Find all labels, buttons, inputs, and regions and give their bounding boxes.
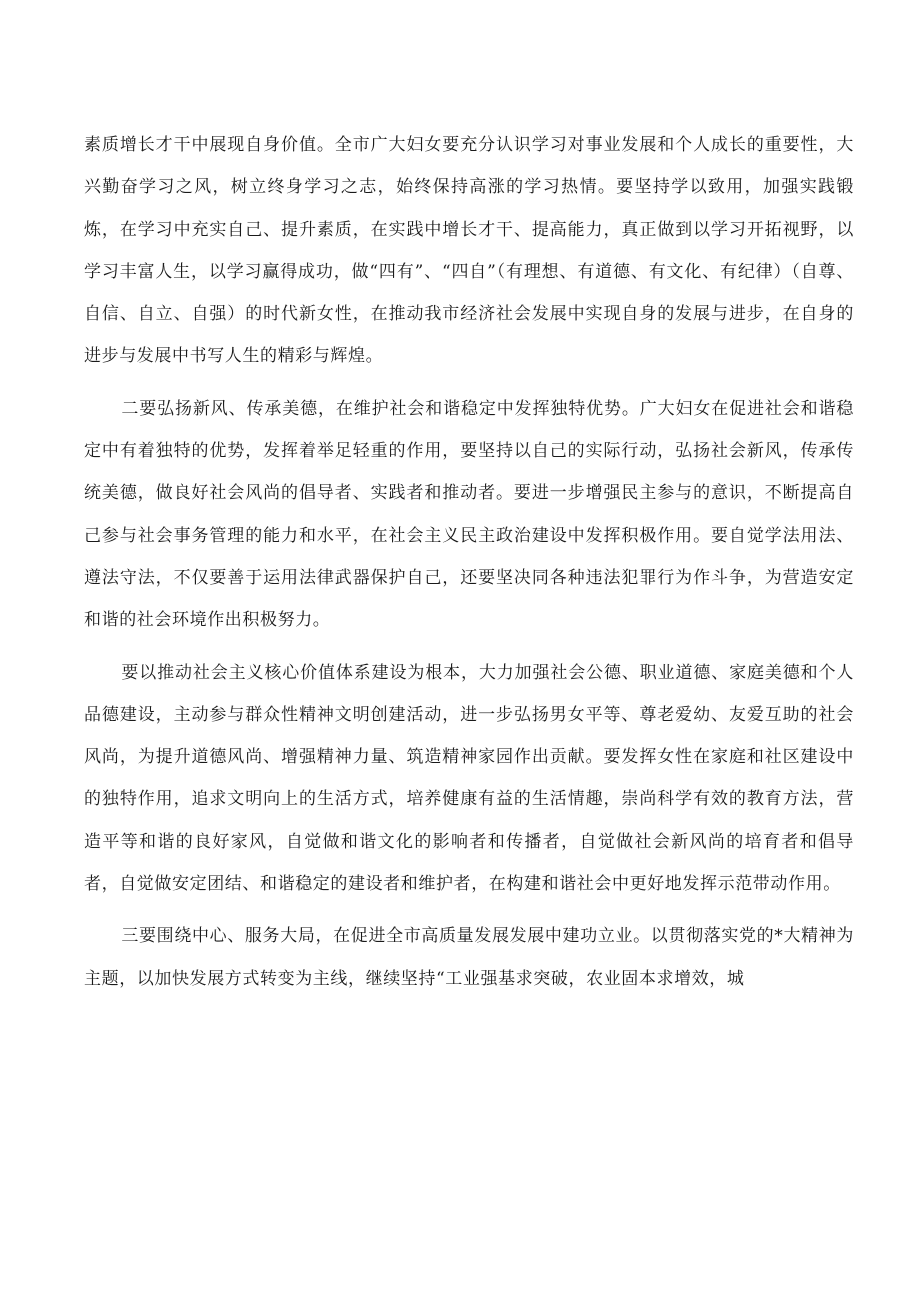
paragraph-2: 二要弘扬新风、传承美德，在维护社会和谐稳定中发挥独特优势。广大妇女在促进社会和谐稳定中有着独特的优势，发挥着举足轻重的作用，要坚持以自己的实际行动，弘扬社会新风，传承传统美德，做良好社会风尚的倡导者、实践者和推动者。要进一步增强民主参与的意识，不断提高自己参与社会事务管理的能力和水平，在社会主义民主政治建设中发挥积极作用。要自觉学法用法、遵法守法，不仅要善于运用法律武器保护自己，还要坚决同各种违法犯罪行为作斗争，为营造安定和谐的社会环境作出积极努力。 (84, 398, 854, 631)
paragraph-3: 要以推动社会主义核心价值体系建设为根本，大力加强社会公德、职业道德、家庭美德和个人品德建设，主动参与群众性精神文明创建活动，进一步弘扬男女平等、尊老爱幼、友爱互助的社会风尚，为提升道德风尚、增强精神力量、筑造精神家园作出贡献。要发挥女性在家庭和社区建设中的独特作用，追求文明向上的生活方式，培养健康有益的生活情趣，崇尚科学有效的教育方法，营造平等和谐的良好家风，自觉做和谐文化的影响者和传播者，自觉做社会新风尚的培育者和倡导者，自觉做安定团结、和谐稳定的建设者和维护者，在构建和谐社会中更好地发挥示范带动作用。 (84, 662, 854, 895)
paragraph-4: 三要围绕中心、服务大局，在促进全市高质量发展发展中建功立业。以贯彻落实党的*大精神为主题，以加快发展方式转变为主线，继续坚持“工业强基求突破，农业固本求增效，城 (84, 926, 854, 989)
paragraph-1: 素质增长才干中展现自身价值。全市广大妇女要充分认识学习对事业发展和个人成长的重要性，大兴勤奋学习之风，树立终身学习之志，始终保持高涨的学习热情。要坚持学以致用，加强实践锻炼，在学习中充实自己、提升素质，在实践中增长才干、提高能力，真正做到以学习开拓视野，以学习丰富人生，以学习赢得成功，做“四有”、“四自”（有理想、有道德、有文化、有纪律）（自尊、自信、自立、自强）的时代新女性，在推动我市经济社会发展中实现自身的发展与进步，在自身的进步与发展中书写人生的精彩与辉煌。 (84, 135, 854, 367)
document-body (84, 124, 854, 1000)
